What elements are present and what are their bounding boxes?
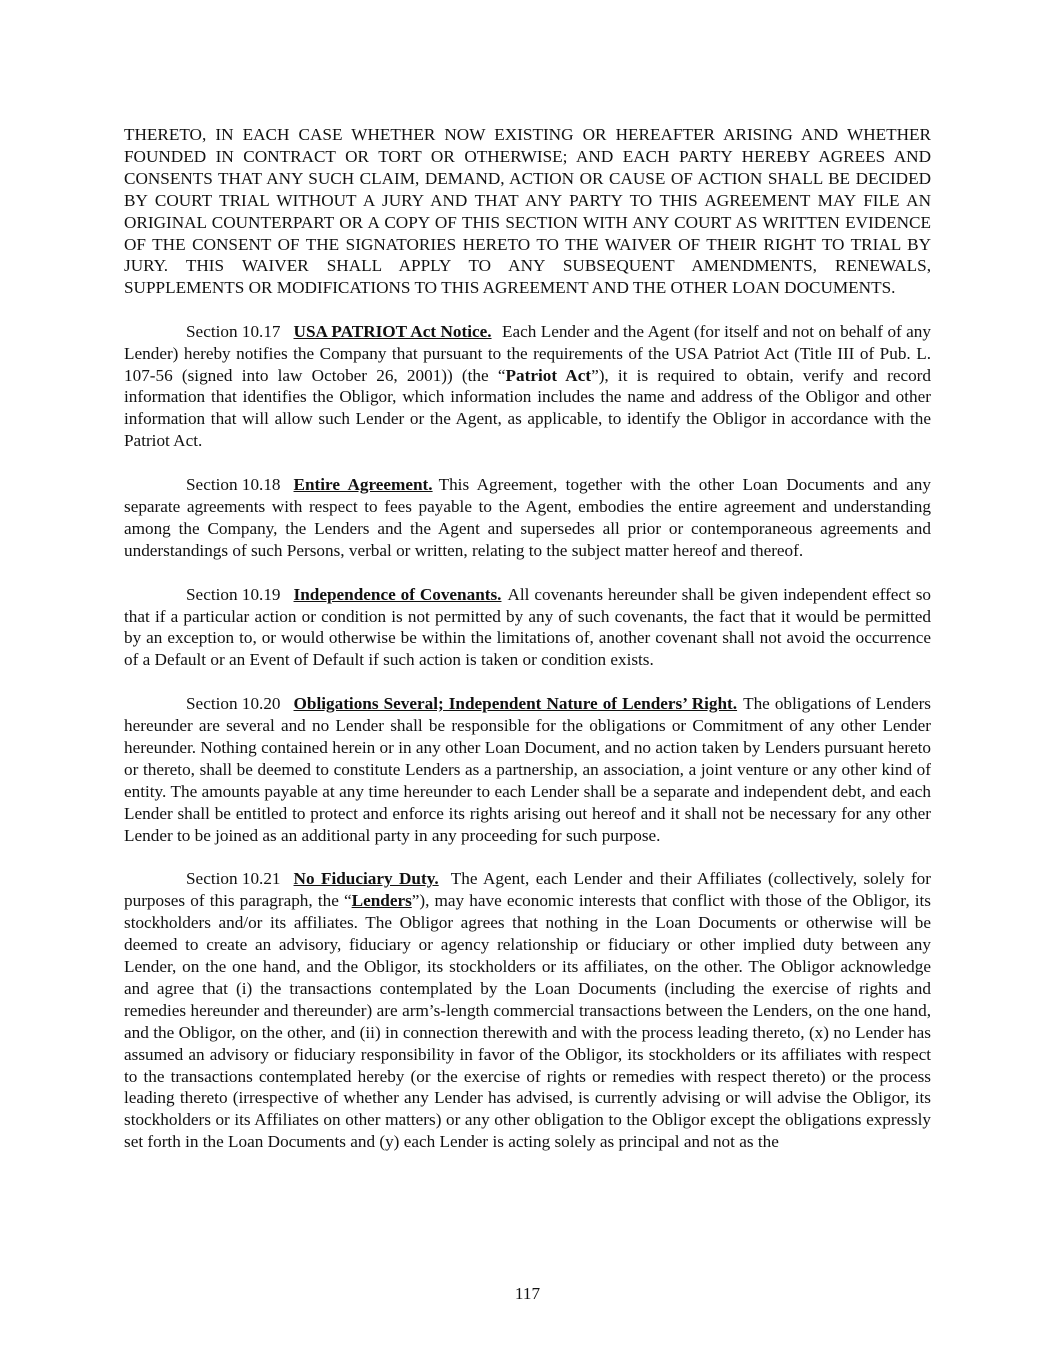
section-heading: USA PATRIOT Act Notice. xyxy=(293,321,492,341)
defined-term: Patriot Act xyxy=(505,365,592,385)
section-heading: Independence of Covenants. xyxy=(293,584,502,604)
section-body: This Agreement, together with the other Loan Documents and any separate agreements with respect to fees payable to the Agent, embodies the entire agreement and understanding among the Company, the Lenders and the Agent and supersedes all prior or contemporaneous agreements and understandings of such Persons, verbal or written, relating to the subject matter hereof and thereof. xyxy=(124,475,931,560)
section-heading: Entire Agreement. xyxy=(293,475,433,495)
continuation-text: THERETO, IN EACH CASE WHETHER NOW EXISTING OR HEREAFTER ARISING AND WHETHER FOUNDED IN CONTRACT OR TORT OR OTHERWISE; AND EACH PARTY HEREBY AGREES AND CONSENTS THAT ANY SUCH CLAIM, DEMAND, ACTION OR CAUSE OF ACTION SHALL BE DECIDED BY COURT TRIAL WITHOUT A JURY AND THAT ANY PARTY TO THIS AGREEMENT MAY FILE AN ORIGINAL COUNTERPART OR A COPY OF THIS SECTION WITH ANY COURT AS WRITTEN EVIDENCE OF THE CONSENT OF THE SIGNATORIES HERETO TO THE WAIVER OF THEIR RIGHT TO TRIAL BY JURY. THIS WAIVER SHALL APPLY TO ANY SUBSEQUENT AMENDMENTS, RENEWALS, SUPPLEMENTS OR MODIFICATIONS TO THIS AGREEMENT AND THE OTHER LOAN DOCUMENTS. xyxy=(124,125,931,298)
section-body-part-1: The Agent, each Lender and their Affiliates (collectively, solely for purposes of this paragraph, the “ xyxy=(124,869,931,911)
section-heading: Obligations Several; Independent Nature of Lenders’ Right. xyxy=(293,694,738,714)
defined-term: Lenders xyxy=(351,891,412,911)
document-page xyxy=(124,124,931,1175)
section-10-19 xyxy=(124,584,931,672)
section-number: Section 10.18 xyxy=(186,475,281,495)
section-10-21 xyxy=(124,868,931,1153)
section-number: Section 10.17 xyxy=(186,321,281,341)
section-body-part-2: ”), may have economic interests that conflict with those of the Obligor, its stockholders and/or its affiliates. The Obligor agrees that nothing in the Loan Documents or otherwise will be deemed to create an advisory, fiduciary or agency relationship or fiduciary or other implied duty between any Lender, on the one hand, and the Obligor, its stockholders or its affiliates, on the other. The Obligor acknowledge and agree that (i) the transactions contemplated by the Loan Documents (including the exercise of rights and remedies hereunder and thereunder) are arm’s-length commercial transactions between the Lenders, on the one hand, and the Obligor, on the other, and (ii) in connection therewith and with the process leading thereto, (x) no Lender has assumed an advisory or fiduciary responsibility in favor of the Obligor, its stockholders or its affiliates with respect to the transactions contemplated hereby (or the exercise of rights or remedies with respect thereto) or the process leading thereto (irrespective of whether any Lender has advised, is currently advising or will advise the Obligor, its stockholders or its Affiliates on other matters) or any other obligation to the Obligor except the obligations expressly set forth in the Loan Documents and (y) each Lender is acting solely as principal and not as the xyxy=(124,891,931,1152)
section-10-17 xyxy=(124,321,931,452)
section-10-18 xyxy=(124,474,931,562)
section-body: All covenants hereunder shall be given independent effect so that if a particular action or condition is not permitted by any of such covenants, the fact that it would be permitted by an exception to, or would otherwise be within the limitations of, another covenant shall not avoid the occurrence of a Default or an Event of Default if such action is taken or condition exists. xyxy=(124,584,932,670)
section-number: Section 10.21 xyxy=(186,869,281,889)
section-body-part-1: Each Lender and the Agent (for itself and not on behalf of any Lender) hereby notifies the Company that pursuant to the requirements of the USA Patriot Act (Title III of Pub. L. 107-56 (signed into law October 26, 2001)) (the “ xyxy=(124,321,931,385)
section-body-part-2: ”), it is required to obtain, verify and record information that identifies the Obligor, which information includes the name and address of the Obligor and other information that will allow such Lender or the Agent, as applicable, to identify the Obligor in accordance with the Patriot Act. xyxy=(124,365,931,451)
continuation-paragraph xyxy=(124,124,931,299)
section-heading: No Fiduciary Duty. xyxy=(293,869,439,889)
section-body: The obligations of Lenders hereunder are several and no Lender shall be responsible for the obligations or Commitment of any other Lender hereunder. Nothing contained herein or in any other Loan Document, and no action taken by Lenders pursuant hereto or thereto, shall be deemed to constitute Lenders as a partnership, an association, a joint venture or any other kind of entity. The amounts payable at any time hereunder to each Lender shall be a separate and independent debt, and each Lender shall be entitled to protect and enforce its rights arising out hereof and it shall not be necessary for any other Lender to be joined as an additional party in any proceeding for such purpose. xyxy=(124,694,931,845)
page-number: 117 xyxy=(514,1284,541,1303)
section-number: Section 10.20 xyxy=(186,694,281,714)
section-10-20 xyxy=(124,693,931,846)
section-number: Section 10.19 xyxy=(186,584,281,604)
